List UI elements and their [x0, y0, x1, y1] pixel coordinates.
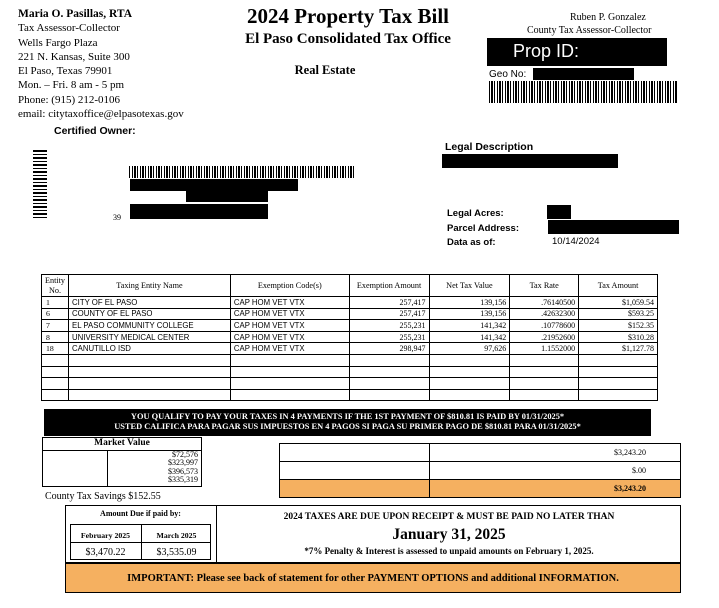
entity-no: 8 — [42, 331, 69, 343]
tax-office-address — [18, 7, 184, 121]
address-code: 39 — [113, 213, 121, 222]
banner-english: YOU QUALIFY TO PAY YOUR TAXES IN 4 PAYMENTS IF THE 1ST PAYMENT OF $810.81 IS PAID BY 01/31/2025* — [130, 412, 565, 421]
market-value-list — [108, 451, 198, 485]
col-exemption-amount: Exemption Amount — [349, 275, 429, 297]
tax-rate: .76140500 — [510, 297, 579, 309]
table-row — [42, 343, 658, 355]
office-phone: Phone: (915) 212-0106 — [18, 93, 121, 106]
tax-amount: $593.25 — [579, 308, 658, 320]
table-row — [42, 308, 658, 320]
net-tax-value: 97,626 — [429, 343, 510, 355]
table-row — [42, 331, 658, 343]
data-as-of-label: Data as of: — [447, 237, 496, 248]
property-type: Real Estate — [294, 63, 356, 77]
exemption-amount: 257,417 — [349, 308, 429, 320]
address-barcode — [129, 166, 355, 178]
tax-entity-table — [41, 274, 658, 401]
assessor-name: Maria O. Pasillas, RTA — [18, 8, 133, 20]
bill-title: 2024 Property Tax Bill — [246, 4, 450, 28]
office-street: 221 N. Kansas, Suite 300 — [18, 50, 130, 63]
entity-no: 7 — [42, 320, 69, 332]
table-row — [42, 297, 658, 309]
total-due-value: $3,243.20 — [430, 480, 681, 498]
county-collector-title: County Tax Assessor-Collector — [527, 25, 652, 36]
exemption-codes: CAP HOM VET VTX — [230, 308, 349, 320]
entity-no: 6 — [42, 308, 69, 320]
market-value-item: $396,573 — [168, 466, 198, 476]
net-tax-value: 139,156 — [429, 297, 510, 309]
table-row — [42, 320, 658, 332]
due-date: January 31, 2025 — [392, 526, 506, 543]
parcel-address-redaction — [548, 220, 679, 234]
exemption-codes: CAP HOM VET VTX — [230, 343, 349, 355]
geo-no-label: Geo No: — [489, 69, 527, 80]
due-notice: 2024 TAXES ARE DUE UPON RECEIPT & MUST BE PAID NO LATER THAN — [283, 512, 615, 522]
entity-no: 18 — [42, 343, 69, 355]
net-tax-value: 141,342 — [429, 320, 510, 332]
col-tax-amount: Tax Amount — [579, 275, 658, 297]
office-email: email: citytaxoffice@elpasotexas.gov — [18, 108, 184, 121]
tax-rate: .10778600 — [510, 320, 579, 332]
tax-amount: $1,127.78 — [579, 343, 658, 355]
county-tax-savings: County Tax Savings $152.55 — [45, 491, 161, 502]
data-as-of-value: 10/14/2024 — [552, 236, 600, 247]
legal-description-redaction — [442, 154, 618, 168]
geo-no-redaction — [533, 68, 634, 80]
exemption-amount: 298,947 — [349, 343, 429, 355]
total-value: $3,243.20 — [430, 444, 681, 462]
due-month-1: February 2025 — [80, 531, 131, 540]
penalty-notice: *7% Penalty & Interest is assessed to unpaid amounts on February 1, 2025. — [304, 546, 594, 556]
due-month-2: March 2025 — [156, 531, 197, 540]
due-amount-2: $3,535.09 — [156, 547, 197, 558]
owner-address-redaction-2 — [130, 204, 268, 219]
market-value-title: Market Value — [94, 438, 150, 448]
prop-id-label: Prop ID: — [513, 41, 580, 61]
exemption-codes: CAP HOM VET VTX — [230, 331, 349, 343]
market-value-item: $335,319 — [168, 475, 198, 485]
totals-row — [280, 444, 681, 462]
office-building: Wells Fargo Plaza — [18, 36, 98, 49]
net-tax-value: 139,156 — [429, 308, 510, 320]
parcel-address-label: Parcel Address: — [447, 222, 519, 234]
installment-banner — [44, 409, 651, 436]
tax-rate: 1.1552000 — [510, 343, 579, 355]
net-tax-value: 141,342 — [429, 331, 510, 343]
certified-owner-label: Certified Owner: — [54, 125, 136, 137]
legal-acres-label: Legal Acres: — [447, 208, 504, 219]
totals-row — [280, 462, 681, 480]
office-city: El Paso, Texas 79901 — [18, 65, 113, 78]
totals-table — [279, 443, 681, 498]
entity-name: CITY OF EL PASO — [69, 297, 231, 309]
tax-amount: $310.28 — [579, 331, 658, 343]
total-value: $.00 — [430, 462, 681, 480]
important-notice: IMPORTANT: Please see back of statement for other PAYMENT OPTIONS and additional INFORMATION. — [65, 563, 681, 593]
entity-name: EL PASO COMMUNITY COLLEGE — [69, 320, 231, 332]
exemption-amount: 257,417 — [349, 297, 429, 309]
geo-barcode — [489, 81, 678, 103]
empty-row — [42, 354, 658, 366]
tax-amount: $152.35 — [579, 320, 658, 332]
market-value-item: $72,576 — [172, 450, 198, 459]
empty-row — [42, 378, 658, 390]
col-exemption-codes: Exemption Code(s) — [230, 275, 349, 297]
due-amount-1: $3,470.22 — [85, 547, 126, 558]
owner-address-redaction-1 — [186, 191, 268, 202]
legal-description-label: Legal Description — [445, 141, 534, 153]
entity-no: 1 — [42, 297, 69, 309]
legal-acres-redaction — [547, 205, 571, 219]
exemption-codes: CAP HOM VET VTX — [230, 297, 349, 309]
side-barcode — [33, 150, 47, 220]
entity-name: UNIVERSITY MEDICAL CENTER — [69, 331, 231, 343]
empty-row — [42, 389, 658, 401]
col-entity-no: Entity No. — [42, 275, 69, 297]
col-entity-name: Taxing Entity Name — [69, 275, 231, 297]
tax-amount: $1,059.54 — [579, 297, 658, 309]
office-hours: Mon. – Fri. 8 am - 5 pm — [18, 79, 125, 92]
empty-row — [42, 366, 658, 378]
bill-subtitle: El Paso Consolidated Tax Office — [245, 31, 451, 47]
tax-rate: .42632300 — [510, 308, 579, 320]
legal-details — [447, 207, 519, 251]
banner-spanish: USTED CALIFICA PARA PAGAR SUS IMPUESTOS EN 4 PAGOS SI PAGA SU PRIMER PAGO DE $810.81 PARA 01/31/2025* — [114, 422, 581, 431]
county-collector-name: Ruben P. Gonzalez — [570, 12, 646, 23]
entity-name: COUNTY OF EL PASO — [69, 308, 231, 320]
table-header-row — [42, 275, 658, 297]
prop-id-box — [487, 38, 667, 66]
assessor-title: Tax Assessor-Collector — [18, 22, 120, 35]
total-due-row — [280, 480, 681, 498]
exemption-codes: CAP HOM VET VTX — [230, 320, 349, 332]
owner-name-redaction — [130, 179, 298, 191]
exemption-amount: 255,231 — [349, 331, 429, 343]
col-tax-rate: Tax Rate — [510, 275, 579, 297]
amount-due-header: Amount Due if paid by: — [100, 509, 181, 518]
entity-name: CANUTILLO ISD — [69, 343, 231, 355]
tax-rate: .21952600 — [510, 331, 579, 343]
exemption-amount: 255,231 — [349, 320, 429, 332]
market-value-item: $323,997 — [168, 458, 198, 468]
col-net-tax-value: Net Tax Value — [429, 275, 510, 297]
